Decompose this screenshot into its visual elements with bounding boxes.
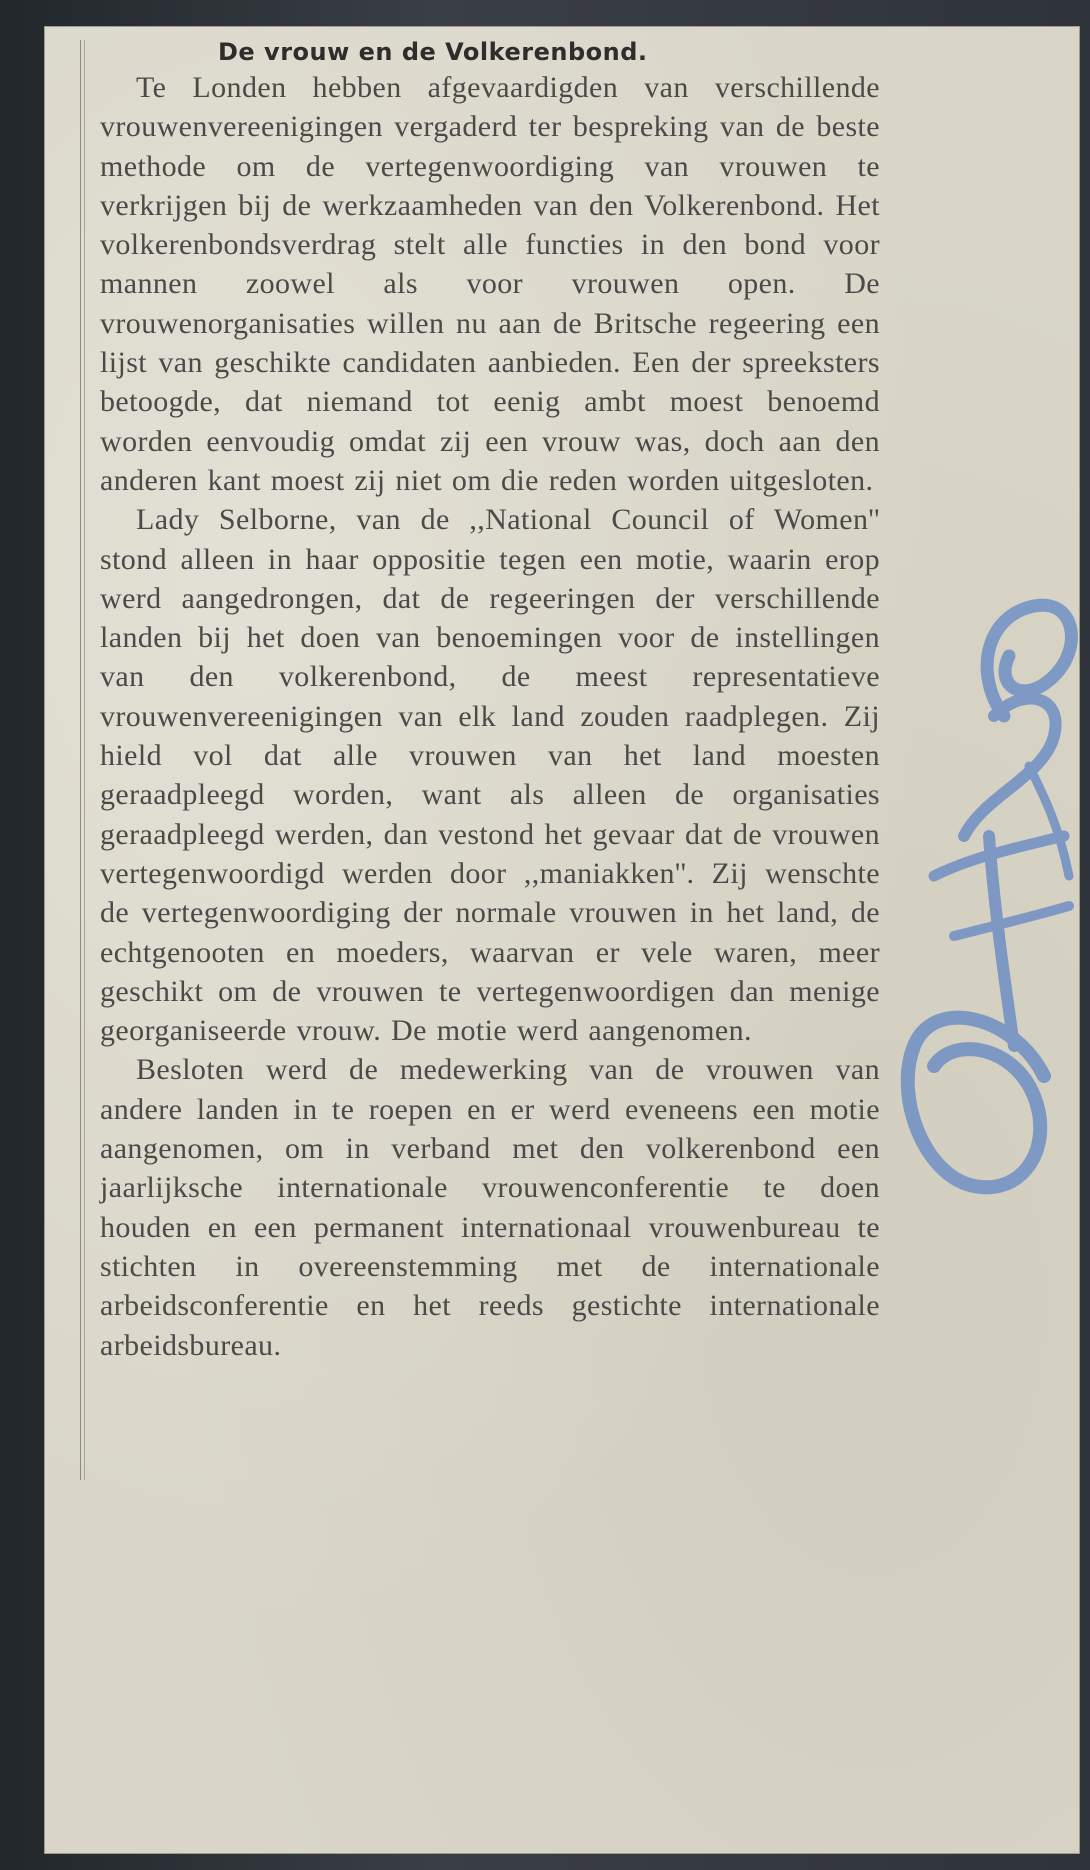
- article-paragraph-1: Te Londen hebben afgevaardigden van verschillende vrouwenvereenigingen vergaderd ter bespreking van de beste methode om de vertegenwoordiging van vrouwen te verkrijgen bij de werkzaamheden van den Volkerenbond. Het volkerenbondsverdrag stelt alle functies in den bond voor mannen zoowel als voor vrouwen open. De vrouwenorganisaties willen nu aan de Britsche regeering een lijst van geschikte candidaten aanbieden. Een der spreeksters betoogde, dat niemand tot eenig ambt moest benoemd worden eenvoudig omdat zij een vrouw was, doch aan den anderen kant moest zij niet om die reden worden uitgesloten.: [100, 71, 880, 497]
- handwritten-annotation-icon: [894, 576, 1090, 1216]
- newspaper-clipping: [44, 26, 1080, 1854]
- column-rule: [80, 40, 85, 1480]
- article-paragraph-2: Lady Selborne, van de ,,National Council of Women'' stond alleen in haar oppositie tegen een motie, waarin erop werd aangedrongen, dat de regeeringen der verschillende landen bij het doen van benoemingen voor de instellingen van den volkerenbond, de meest representatieve vrouwenvereenigingen van elk land zouden raadplegen. Zij hield vol dat alle vrouwen van het land moesten geraadpleegd worden, want als alleen de organisaties geraadpleegd werden, dan vestond het gevaar dat de vrouwen vertegenwoordigd werden door ,,maniakken''. Zij wenschte de vertegenwoordiging der normale vrouwen in het land, de echtgenooten en moeders, waarvan er vele waren, meer geschikt om de vrouwen te vertegenwoordigen dan menige georganiseerde vrouw. De motie werd aangenomen.: [100, 503, 880, 1048]
- article-headline: De vrouw en de Volkerenbond.: [218, 38, 648, 66]
- article-paragraph-3: Besloten werd de medewerking van de vrouwen van andere landen in te roepen en er werd eveneens een motie aangenomen, om in verband met den volkerenbond een jaarlijksche internationale vrouwenconferentie te doen houden en een permanent internationaal vrouwenbureau te stichten in overeenstemming met de internationale arbeidsconferentie en het reeds gestichte internationale arbeidsbureau.: [100, 1053, 880, 1362]
- article: [100, 38, 880, 1365]
